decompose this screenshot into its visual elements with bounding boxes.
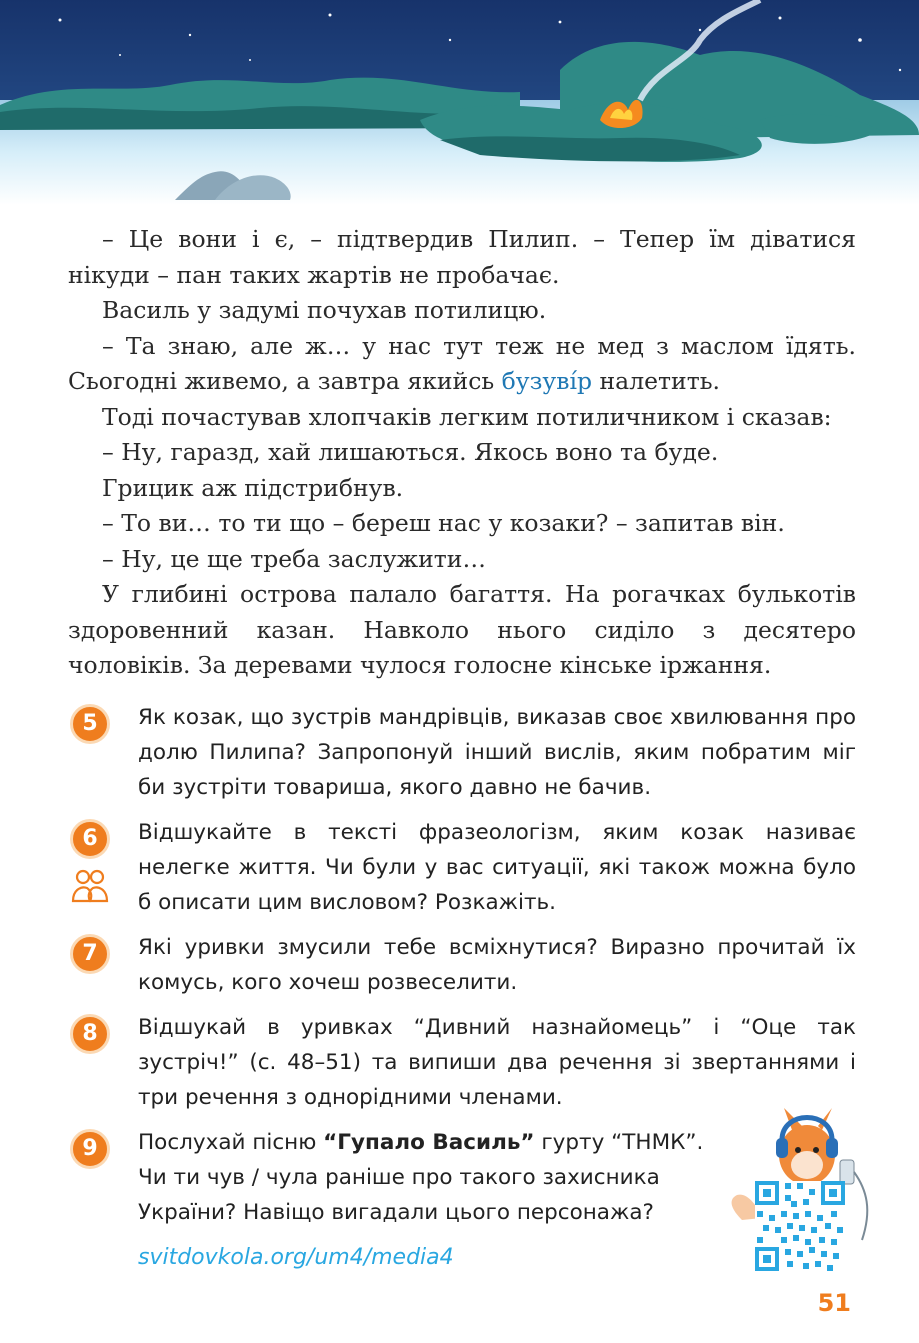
story-paragraph: У глибині острова палало багаття. На рогачках булькотів здоровенний казан. Навколо нього сиділо з десятеро чоловіків. За деревами чулося голосне кінське іржання. [68, 580, 856, 679]
story-paragraph: – То ви… то ти що – береш нас у козаки? – запитав він. [102, 509, 785, 537]
page-number: 51 [817, 1289, 851, 1317]
task-text: Які уривки змусили тебе всміхнутися? Виразно прочитай їх комусь, кого хочеш розвеселити. [138, 935, 856, 995]
story-paragraph [68, 329, 856, 400]
story-paragraph: – Ну, гаразд, хай лишаються. Якось воно та буде. [102, 438, 719, 466]
story-text-segment: налетить. [592, 367, 720, 395]
story-paragraph: Грицик аж підстрибнув. [102, 473, 404, 502]
story-paragraph: – Це вони і є, – підтвердив Пилип. – Тепер їм діватися нікуди – пан таких жартів не пробачає. [68, 225, 856, 289]
story-paragraph: Василь у задумі почухав потилицю. [102, 296, 547, 324]
task-text [138, 1125, 713, 1230]
task-number-badge: 6 [70, 819, 110, 859]
task-text: Як козак, що зустрів мандрівців, виказав своє хвилювання про долю Пилипа? Запропонуй інший вислів, яким побратим міг би зустріти товариша, якого давно не бачив. [138, 705, 856, 800]
story-text-segment: – Та знаю, але ж… у нас тут теж не мед з маслом їдять. Сьогодні живемо, а завтра якийсь [68, 331, 856, 395]
song-title: “Гупало Василь” [323, 1130, 535, 1155]
night-island-illustration [0, 0, 919, 205]
task-number-badge: 9 [70, 1129, 110, 1169]
qr-code[interactable] [755, 1181, 845, 1275]
task-number-badge: 5 [70, 704, 110, 744]
task-item [66, 700, 856, 805]
pair-work-icon [70, 867, 110, 918]
task-text: Відшукай в уривках “Дивний назнайомець” і “Оце так зустріч!” (с. 48–51) та випиши два речення зі звертаннями і три речення з однорідними членами. [138, 1015, 856, 1110]
task-item [66, 815, 856, 920]
story-text [68, 222, 856, 684]
task-text-segment: Послухай пісню [138, 1130, 324, 1155]
glossary-word[interactable]: бузуві́р [501, 367, 593, 395]
story-paragraph: Тоді почастував хлопчаків легким потиличником і сказав: [102, 402, 832, 431]
task-text-segment: гурту “ТНМК”. Чи ти чув / чула раніше про такого захисника України? Навіщо вигадали цього персонажа? [138, 1130, 704, 1225]
media-link[interactable]: svitdovkola.org/um4/media4 [138, 1245, 454, 1270]
task-number-badge: 7 [70, 934, 110, 974]
task-text: Відшукайте в тексті фразеологізм, яким козак називає нелегке життя. Чи були у вас ситуації, які також можна було б описати цим висловом? Розкажіть. [138, 820, 856, 915]
task-item [66, 930, 856, 1000]
task-number-badge: 8 [70, 1014, 110, 1054]
story-paragraph: – Ну, це ще треба заслужити… [102, 544, 486, 573]
